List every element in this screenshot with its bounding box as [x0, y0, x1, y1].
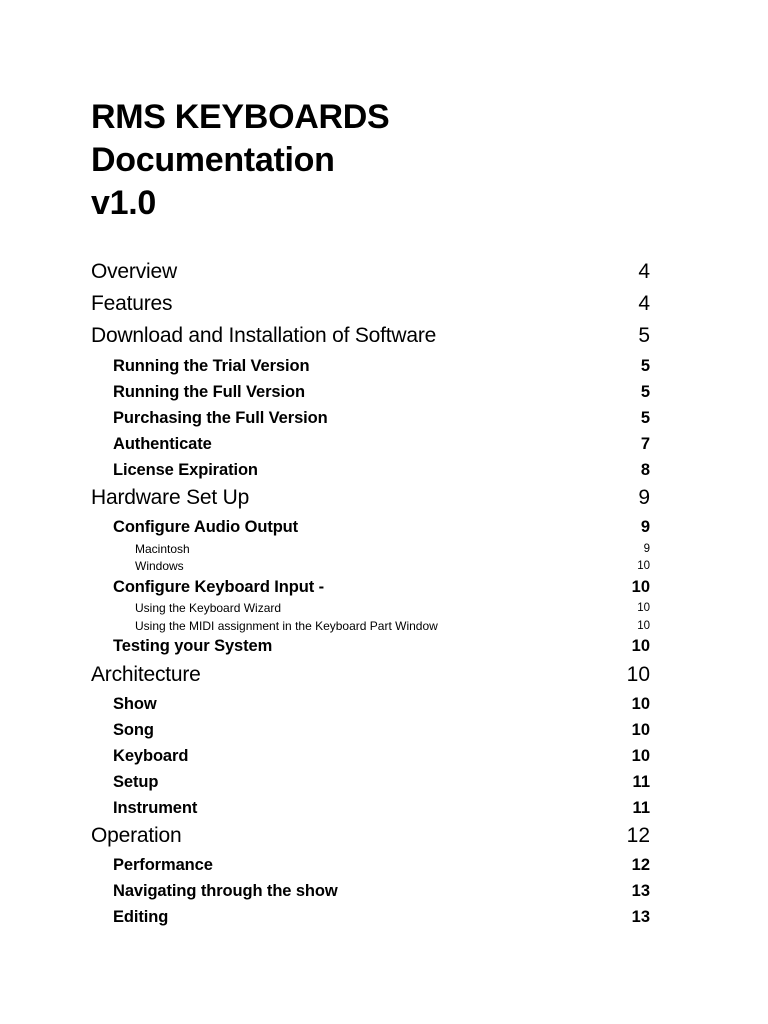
title-line: v1.0 [91, 184, 156, 222]
toc-entry-page-number: 11 [632, 773, 650, 791]
toc-entry-page-number: 8 [640, 461, 650, 479]
toc-entry-label: Keyboard [113, 747, 189, 765]
toc-entry[interactable] [0, 635, 768, 657]
toc-entry-page-number: 13 [631, 908, 650, 926]
toc-entry-label: Configure Keyboard Input - [113, 578, 324, 596]
toc-entry-page-number: 5 [640, 357, 650, 375]
toc-entry[interactable] [0, 290, 768, 318]
toc-entry-page-number: 5 [640, 383, 650, 401]
toc-entry-page-number: 10 [631, 578, 650, 596]
toc-entry-label: Setup [113, 773, 159, 791]
toc-entry-page-number: 10 [631, 721, 650, 739]
toc-entry-label: Purchasing the Full Version [113, 409, 328, 427]
toc-entry[interactable] [0, 459, 768, 481]
toc-entry-label: Instrument [113, 799, 198, 817]
toc-entry[interactable] [0, 576, 768, 598]
toc-entry-label: License Expiration [113, 461, 258, 479]
toc-entry-page-number: 12 [626, 824, 650, 847]
toc-entry-page-number: 9 [638, 486, 650, 509]
toc-entry-label: Macintosh [135, 542, 190, 556]
document-title [91, 96, 389, 225]
toc-entry[interactable] [0, 771, 768, 793]
title-line: Documentation [91, 141, 335, 179]
toc-entry[interactable] [0, 854, 768, 876]
toc-entry-page-number: 4 [638, 292, 650, 315]
toc-entry[interactable] [0, 558, 768, 574]
toc-entry-label: Operation [91, 824, 182, 847]
toc-entry-label: Show [113, 695, 157, 713]
toc-entry-page-number: 10 [631, 695, 650, 713]
toc-entry[interactable] [0, 719, 768, 741]
toc-entry-label: Architecture [91, 663, 201, 686]
toc-entry[interactable] [0, 541, 768, 557]
toc-entry[interactable] [0, 880, 768, 902]
toc-entry[interactable] [0, 693, 768, 715]
title-line: RMS KEYBOARDS [91, 98, 390, 136]
toc-entry-page-number: 9 [640, 518, 650, 536]
toc-entry-page-number: 10 [631, 747, 650, 765]
toc-entry[interactable] [0, 822, 768, 850]
toc-entry[interactable] [0, 258, 768, 286]
toc-entry[interactable] [0, 906, 768, 928]
toc-entry-page-number: 5 [638, 324, 650, 347]
toc-entry-label: Using the Keyboard Wizard [135, 601, 282, 615]
toc-entry-label: Authenticate [113, 435, 212, 453]
toc-entry[interactable] [0, 407, 768, 429]
toc-entry[interactable] [0, 516, 768, 538]
toc-entry-label: Navigating through the show [113, 882, 338, 900]
toc-entry-label: Performance [113, 856, 213, 874]
toc-entry-label: Hardware Set Up [91, 486, 250, 509]
toc-entry[interactable] [0, 618, 768, 634]
toc-entry[interactable] [0, 433, 768, 455]
toc-entry-page-number: 10 [626, 663, 650, 686]
toc-entry[interactable] [0, 381, 768, 403]
toc-entry-label: Testing your System [113, 637, 273, 655]
toc-entry[interactable] [0, 600, 768, 616]
toc-entry-label: Using the MIDI assignment in the Keyboard Part Window [135, 619, 438, 633]
toc-entry-label: Editing [113, 908, 169, 926]
toc-entry-label: Overview [91, 260, 177, 283]
toc-entry-label: Windows [135, 559, 184, 573]
toc-entry-page-number: 10 [637, 602, 650, 614]
toc-entry-label: Running the Full Version [113, 383, 305, 401]
toc-entry-label: Download and Installation of Software [91, 324, 437, 347]
toc-entry[interactable] [0, 797, 768, 819]
toc-entry-page-number: 10 [637, 620, 650, 632]
toc-entry-label: Song [113, 721, 154, 739]
toc-entry[interactable] [0, 355, 768, 377]
toc-entry-page-number: 4 [638, 260, 650, 283]
toc-entry[interactable] [0, 484, 768, 512]
toc-entry[interactable] [0, 322, 768, 350]
toc-entry[interactable] [0, 661, 768, 689]
toc-entry-page-number: 11 [632, 799, 650, 817]
toc-entry-page-number: 10 [631, 637, 650, 655]
toc-entry-page-number: 7 [640, 435, 650, 453]
toc-entry-page-number: 10 [637, 560, 650, 572]
toc-entry-page-number: 9 [643, 543, 650, 555]
toc-entry-page-number: 13 [631, 882, 650, 900]
toc-entry-page-number: 5 [640, 409, 650, 427]
toc-entry-label: Configure Audio Output [113, 518, 299, 536]
toc-entry[interactable] [0, 745, 768, 767]
toc-entry-label: Running the Trial Version [113, 357, 310, 375]
toc-entry-page-number: 12 [631, 856, 650, 874]
toc-entry-label: Features [91, 292, 173, 315]
